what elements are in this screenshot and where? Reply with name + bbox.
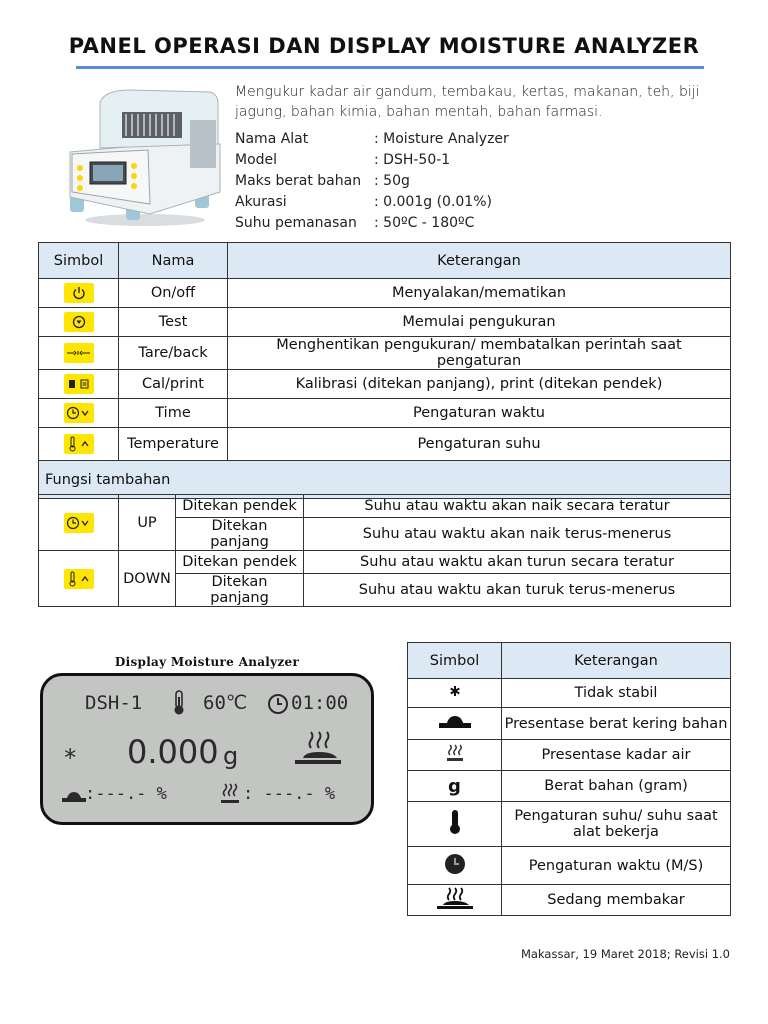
symbol-cell: [39, 399, 119, 428]
tare-icon: [64, 343, 94, 363]
table-row: [408, 802, 731, 847]
lcd-moisture-readout: : ---.- %: [243, 784, 336, 804]
symbol-cell: [408, 679, 502, 708]
row-name: Tare/back: [119, 337, 228, 370]
row-name: Test: [119, 308, 228, 337]
table-row: [408, 679, 731, 708]
power-icon: [64, 283, 94, 303]
spec-key: Model: [235, 152, 278, 168]
spec-key: Akurasi: [235, 194, 287, 210]
symbol-cell: [408, 885, 502, 916]
row-desc: Menghentikan pengukuran/ membatalkan perintah saat pengaturan: [228, 337, 731, 370]
row-desc: Tidak stabil: [502, 679, 731, 708]
symbol-cell: [39, 279, 119, 308]
row-desc: Pengaturan suhu: [228, 428, 731, 461]
row-name: On/off: [119, 279, 228, 308]
spec-value: : Moisture Analyzer: [374, 131, 509, 147]
spec-key: Suhu pemanasan: [235, 215, 357, 231]
row-desc: Sedang membakar: [502, 885, 731, 916]
row-desc: Pengaturan suhu/ suhu saat alat bekerja: [502, 802, 731, 847]
spec-value: : 0.001g (0.01%): [374, 194, 492, 210]
symbol-cell: [39, 495, 119, 551]
clock-icon: [267, 693, 289, 715]
thermometer-up-icon: [64, 569, 94, 589]
lcd-temperature: 60℃: [203, 692, 248, 714]
spec-value: : DSH-50-1: [374, 152, 451, 168]
lcd-model: DSH-1: [85, 692, 143, 714]
row-name: UP: [119, 495, 176, 551]
symbol-cell: [408, 802, 502, 847]
dry-weight-icon: [438, 714, 472, 730]
operation-panel-table: [38, 242, 731, 499]
table-header-row: [408, 643, 731, 679]
clock-down-icon: [64, 513, 94, 533]
spec-key: Nama Alat: [235, 131, 309, 147]
col-header-keterangan: Keterangan: [228, 243, 731, 279]
test-icon: [64, 312, 94, 332]
col-header-simbol: Simbol: [39, 243, 119, 279]
symbol-cell: [39, 428, 119, 461]
lcd-display: [40, 673, 374, 825]
press-type: Ditekan pendek: [176, 551, 304, 574]
title-underline: [76, 66, 704, 69]
row-name: Cal/print: [119, 370, 228, 399]
col-header-keterangan: Keterangan: [502, 643, 731, 679]
symbol-cell: [408, 740, 502, 771]
symbol-cell: [39, 370, 119, 399]
moisture-analyzer-device-image: [60, 82, 230, 232]
lcd-dry-weight-readout: :---.- %: [85, 784, 167, 804]
dry-weight-icon: [61, 790, 87, 804]
row-desc: Kalibrasi (ditekan panjang), print (ditekan pendek): [228, 370, 731, 399]
symbol-cell: [39, 308, 119, 337]
display-title: Display Moisture Analyzer: [114, 655, 300, 669]
symbol-cell: [39, 337, 119, 370]
moisture-icon: [219, 782, 241, 806]
table-row: [408, 708, 731, 740]
row-desc: Suhu atau waktu akan naik secara teratur: [304, 495, 731, 518]
table-row: [408, 771, 731, 802]
symbol-cell: [408, 708, 502, 740]
row-name: Time: [119, 399, 228, 428]
display-symbol-table: [407, 642, 731, 916]
thermometer-up-icon: [64, 434, 94, 454]
thermometer-icon: [171, 690, 187, 716]
page-title: PANEL OPERASI DAN DISPLAY MOISTURE ANALYZER: [68, 34, 700, 58]
row-name: DOWN: [119, 551, 176, 607]
moisture-icon: [446, 743, 464, 763]
star-icon: *: [63, 744, 78, 772]
spec-value: : 50g: [374, 173, 410, 189]
table-row: [408, 885, 731, 916]
thermometer-icon: [448, 809, 462, 835]
table-row: [39, 551, 731, 574]
row-desc: Berat bahan (gram): [502, 771, 731, 802]
row-desc: Presentase berat kering bahan: [502, 708, 731, 740]
symbol-cell: [408, 847, 502, 885]
row-desc: Memulai pengukuran: [228, 308, 731, 337]
table-header-row: [39, 243, 731, 279]
row-desc: Suhu atau waktu akan turun secara teratur: [304, 551, 731, 574]
clock-down-icon: [64, 403, 94, 423]
footer-revision: Makassar, 19 Maret 2018; Revisi 1.0: [521, 947, 730, 961]
spec-key: Maks berat bahan: [235, 173, 362, 189]
row-desc: Suhu atau waktu akan turuk terus-menerus: [304, 574, 731, 607]
table-row: [39, 279, 731, 308]
fungsi-tambahan-row: [39, 461, 731, 499]
lcd-time: 01:00: [291, 692, 349, 714]
row-desc: Suhu atau waktu akan naik terus-menerus: [304, 518, 731, 551]
press-type: Ditekan pendek: [176, 495, 304, 518]
fungsi-tambahan-label: Fungsi tambahan: [39, 461, 731, 499]
heating-icon: [435, 885, 475, 911]
intro-description: Mengukur kadar air gandum, tembakau, kertas, makanan, teh, biji jagung, bahan kimia, bahan mentah, bahan farmasi.: [235, 84, 700, 120]
table-row: [39, 428, 731, 461]
extra-functions-table: [38, 494, 731, 607]
lcd-weight: 0.000: [127, 733, 219, 771]
heating-icon: [293, 728, 343, 770]
table-row: [408, 847, 731, 885]
row-name: Temperature: [119, 428, 228, 461]
star-icon: [449, 685, 461, 697]
col-header-simbol: Simbol: [408, 643, 502, 679]
table-row: [39, 399, 731, 428]
symbol-cell: [39, 551, 119, 607]
gram-icon: g: [448, 775, 461, 797]
symbol-cell: [408, 771, 502, 802]
row-desc: Menyalakan/mematikan: [228, 279, 731, 308]
row-desc: Pengaturan waktu (M/S): [502, 847, 731, 885]
clock-icon: [443, 852, 467, 876]
spec-value: : 50ºC - 180ºC: [374, 215, 475, 231]
gram-icon: g: [223, 742, 239, 770]
col-header-nama: Nama: [119, 243, 228, 279]
table-row: [408, 740, 731, 771]
table-row: [39, 370, 731, 399]
row-desc: Pengaturan waktu: [228, 399, 731, 428]
cal-print-icon: [64, 374, 94, 394]
table-row: [39, 337, 731, 370]
press-type: Ditekan panjang: [176, 518, 304, 551]
table-row: [39, 308, 731, 337]
row-desc: Presentase kadar air: [502, 740, 731, 771]
table-row: [39, 495, 731, 518]
press-type: Ditekan panjang: [176, 574, 304, 607]
